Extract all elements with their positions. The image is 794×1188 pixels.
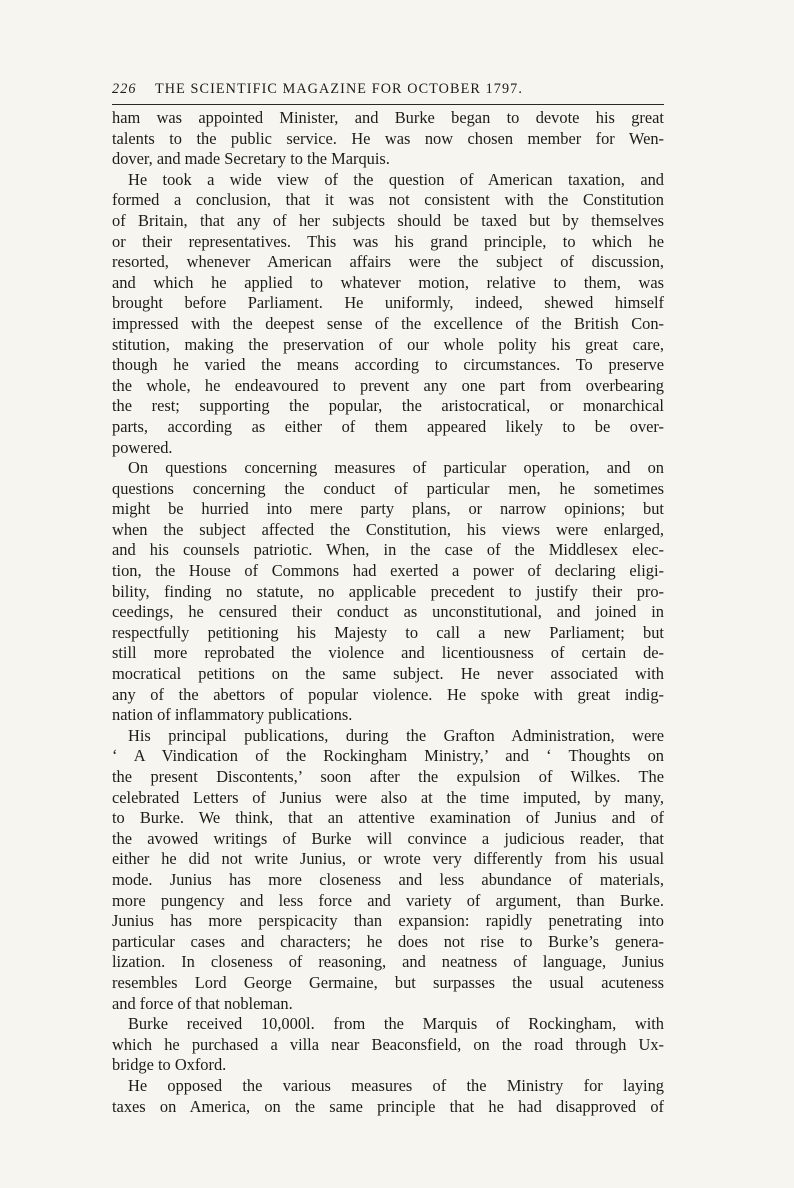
page-number: 226 [112, 81, 137, 97]
text-line: nation of inflammatory publications. [112, 705, 353, 725]
text-line: still more reprobated the violence and licentiousness of certain de- [112, 643, 664, 663]
magazine-title: THE SCIENTIFIC MAGAZINE FOR OCTOBER 1797. [154, 81, 523, 97]
text-line: On questions concerning measures of particular operation, and on [128, 458, 664, 478]
text-line: His principal publications, during the Grafton Administration, were [128, 725, 664, 745]
article-body [112, 108, 664, 1117]
text-line: mocratical petitions on the same subject. He never associated with [112, 664, 664, 684]
text-line: brought before Parliament. He uniformly, indeed, shewed himself [112, 293, 664, 313]
text-line: talents to the public service. He was now chosen member for Wen- [112, 128, 664, 148]
text-line: taxes on America, on the same principle that he had disapproved of [112, 1096, 664, 1116]
text-line: though he varied the means according to circumstances. To preserve [112, 355, 664, 375]
text-line: powered. [112, 437, 173, 457]
text-line: respectfully petitioning his Majesty to call a new Parliament; but [112, 622, 664, 642]
text-line: the present Discontents,’ soon after the expulsion of Wilkes. The [112, 767, 664, 786]
text-line: bridge to Oxford. [112, 1055, 227, 1075]
text-line: Junius has more perspicacity than expansion: rapidly penetrating into [112, 911, 664, 931]
running-head [112, 80, 660, 98]
text-line: impressed with the deepest sense of the excellence of the British Con- [112, 313, 664, 333]
text-line: the whole, he endeavoured to prevent any one part from overbearing [112, 375, 664, 395]
text-line: which he purchased a villa near Beaconsfield, on the road through Ux- [112, 1034, 664, 1054]
text-line: particular cases and characters; he does not rise to Burke’s genera- [112, 931, 664, 951]
text-line: bility, finding no statute, no applicable precedent to justify their pro- [112, 581, 664, 601]
text-line: celebrated Letters of Junius were also at the time imputed, by many, [112, 787, 664, 807]
text-line: dover, and made Secretary to the Marquis. [112, 149, 390, 169]
text-line: mode. Junius has more closeness and less abundance of materials, [112, 869, 664, 889]
text-line: resembles Lord George Germaine, but surpasses the usual acuteness [112, 972, 664, 992]
text-line: He opposed the various measures of the Ministry for laying [128, 1075, 664, 1095]
text-line: questions concerning the conduct of particular men, he sometimes [112, 478, 664, 498]
text-line: to Burke. We think, that an attentive examination of Junius and of [112, 808, 664, 828]
text-line: either he did not write Junius, or wrote very differently from his usual [112, 849, 664, 869]
text-line: when the subject affected the Constitution, his views were enlarged, [112, 519, 664, 539]
header-rule [112, 104, 664, 105]
text-line: of Britain, that any of her subjects should be taxed but by themselves [112, 210, 664, 230]
text-line: formed a conclusion, that it was not consistent with the Constitution [112, 190, 664, 210]
text-line: might be hurried into mere party plans, or narrow opinions; but [112, 499, 664, 519]
text-line: ceedings, he censured their conduct as unconstitutional, and joined in [112, 602, 664, 622]
text-line: Burke received 10,000l. from the Marquis of Rockingham, with [128, 1014, 664, 1034]
text-line: ‘ A Vindication of the Rockingham Ministry,’ and ‘ Thoughts on [112, 746, 664, 766]
text-line: and his counsels patriotic. When, in the case of the Middlesex elec- [112, 540, 664, 560]
text-line: the avowed writings of Burke will convince a judicious reader, that [112, 828, 664, 848]
text-line: any of the abettors of popular violence. He spoke with great indig- [112, 684, 664, 704]
text-line: ham was appointed Minister, and Burke began to devote his great [112, 108, 664, 127]
text-line: or their representatives. This was his grand principle, to which he [112, 231, 664, 251]
text-line: stitution, making the preservation of our whole polity his great care, [112, 334, 664, 354]
text-line: resorted, whenever American affairs were the subject of discussion, [112, 252, 664, 272]
text-line: tion, the House of Commons had exerted a power of declaring eligi- [112, 561, 664, 581]
text-line: He took a wide view of the question of American taxation, and [128, 169, 664, 189]
text-line: more pungency and less force and variety of argument, than Burke. [112, 890, 664, 910]
text-line: and force of that nobleman. [112, 993, 293, 1013]
text-line: and which he applied to whatever motion, relative to them, was [112, 272, 664, 292]
text-line: the rest; supporting the popular, the aristocratical, or monarchical [112, 396, 664, 416]
text-line: lization. In closeness of reasoning, and neatness of language, Junius [112, 952, 664, 972]
text-line: parts, according as either of them appeared likely to be over- [112, 416, 664, 436]
